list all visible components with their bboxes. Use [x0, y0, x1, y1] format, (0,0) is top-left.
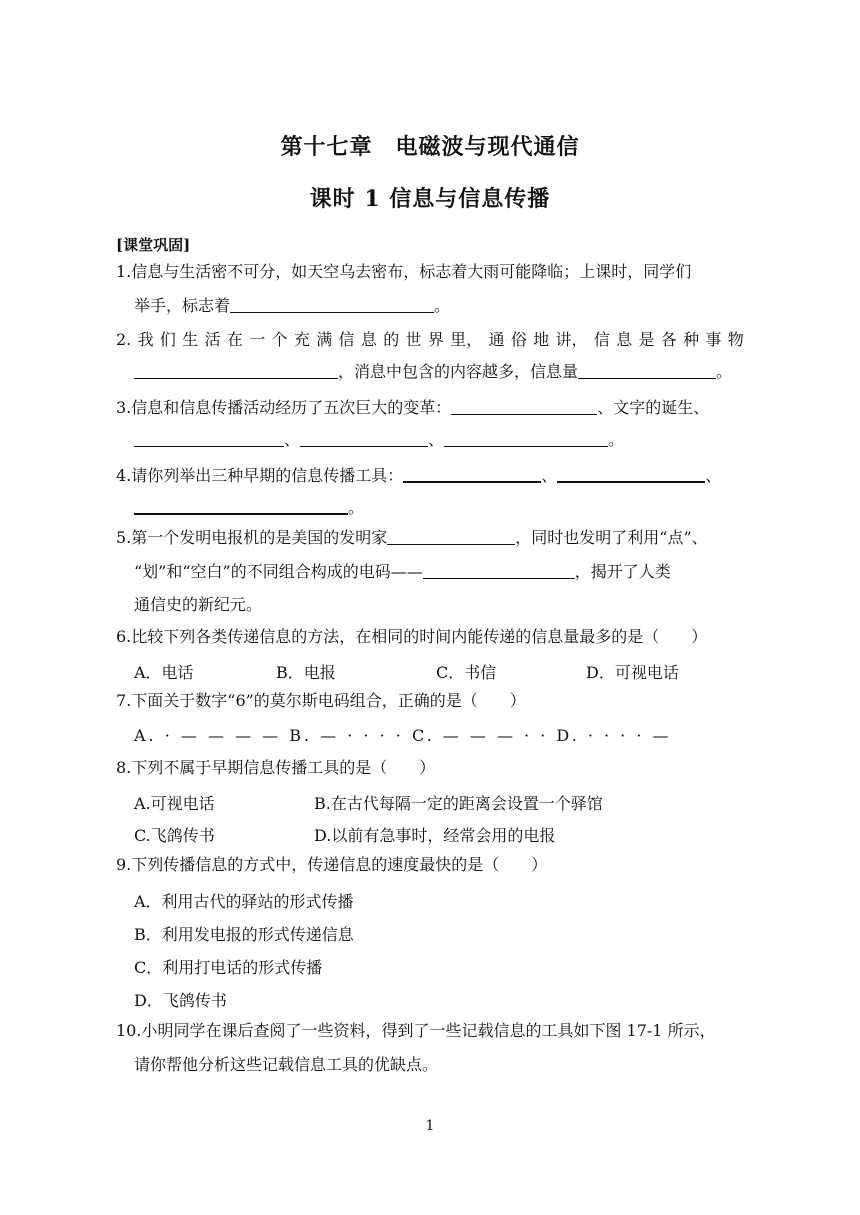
- question-2-char: 信: [593, 330, 610, 349]
- question-5-text-2: ，同时也发明了利用“点”、: [515, 528, 708, 547]
- question-2-char: 俗: [510, 330, 527, 349]
- answer-blank[interactable]: [230, 296, 434, 313]
- question-5-text-4: ，揭开了人类: [574, 562, 671, 581]
- question-7-options[interactable]: A. · — — — — B. — · · · · C. — — — · · D. · · · · —: [134, 726, 672, 745]
- question-6-option-c[interactable]: C．书信: [436, 663, 497, 682]
- question-2-char: 里，: [450, 330, 483, 349]
- question-6-option-a[interactable]: A．电话: [134, 663, 194, 682]
- question-2-char: 讲，: [555, 330, 588, 349]
- question-2-char: 在: [226, 330, 243, 349]
- question-2-char: 生: [182, 330, 199, 349]
- question-2-line-1: [116, 330, 744, 350]
- question-2-char: 种: [683, 330, 700, 349]
- question-5-line-2: [134, 562, 671, 582]
- question-2-char: 充: [293, 330, 310, 349]
- question-1-line-2: [134, 296, 450, 316]
- question-5-line-3: 通信史的新纪元。: [134, 595, 263, 614]
- question-9-option-a[interactable]: A．利用古代的驿站的形式传播: [134, 892, 354, 911]
- question-10-line-1: 10.小明同学在课后查阅了一些资料，得到了一些记载信息的工具如下图 17-1 所示，: [116, 1021, 716, 1040]
- question-10-line-2: 请你帮他分析这些记载信息工具的优缺点。: [134, 1055, 439, 1074]
- question-2-char: 我: [137, 330, 154, 349]
- question-6-option-b[interactable]: B．电报: [276, 663, 336, 682]
- question-2-char: 通: [488, 330, 505, 349]
- question-2-char: 们: [159, 330, 176, 349]
- question-9-option-d[interactable]: D．飞鸽传书: [134, 991, 227, 1010]
- separator: 、: [541, 466, 558, 485]
- separator: 、: [705, 466, 722, 485]
- question-5-text-3: “划”和“空白”的不同组合构成的电码——: [134, 562, 423, 581]
- question-2-char: 事: [705, 330, 722, 349]
- question-8-option-a[interactable]: A.可视电话: [134, 794, 215, 813]
- question-8-option-d[interactable]: D.以前有急事时，经常会用的电报: [314, 826, 556, 845]
- question-2-char: 满: [316, 330, 333, 349]
- question-8-option-c[interactable]: C.飞鸽传书: [134, 826, 215, 845]
- separator: 、: [428, 430, 445, 449]
- answer-blank[interactable]: [134, 362, 338, 379]
- question-2-char: 是: [638, 330, 655, 349]
- question-2-char: 活: [204, 330, 221, 349]
- answer-blank[interactable]: [134, 430, 284, 447]
- answer-blank[interactable]: [578, 362, 716, 379]
- lesson-title: 课时 1 信息与信息传播: [309, 186, 551, 212]
- question-2-char: 2.: [116, 330, 132, 349]
- question-6-stem: 6.比较下列各类传递信息的方法，在相同的时间内能传递的信息量最多的是（ ）: [116, 627, 708, 646]
- question-5-text: 5.第一个发明电报机的是美国的发明家: [116, 528, 388, 547]
- question-2-char: 物: [727, 330, 744, 349]
- answer-blank[interactable]: [451, 398, 597, 415]
- question-4-end: 。: [348, 498, 365, 517]
- question-2-text: ，消息中包含的内容越多，信息量: [338, 362, 579, 381]
- answer-blank[interactable]: [444, 430, 608, 447]
- question-2-char: 息: [360, 330, 377, 349]
- question-3-text-2: 、文字的诞生、: [597, 398, 710, 417]
- answer-blank[interactable]: [300, 430, 428, 447]
- answer-blank[interactable]: [423, 562, 575, 579]
- question-1-end: 。: [434, 296, 451, 315]
- question-9-option-b[interactable]: B．利用发电报的形式传递信息: [134, 925, 354, 944]
- separator: 、: [284, 430, 301, 449]
- question-2-char: 各: [660, 330, 677, 349]
- question-2-line-2: [134, 362, 732, 382]
- question-4-line-2: [134, 497, 364, 518]
- question-4-line-1: [116, 465, 721, 486]
- question-2-char: 界: [427, 330, 444, 349]
- question-9-option-c[interactable]: C．利用打电话的形式传播: [134, 958, 323, 977]
- question-2-char: 一: [249, 330, 266, 349]
- question-3-line-2: [134, 430, 624, 450]
- question-2-char: 信: [338, 330, 355, 349]
- question-2-char: 世: [405, 330, 422, 349]
- question-3-text: 3.信息和信息传播活动经历了五次巨大的变革：: [116, 398, 452, 417]
- question-2-char: 的: [383, 330, 400, 349]
- answer-blank[interactable]: [557, 465, 705, 483]
- page-number: 1: [425, 1118, 435, 1134]
- question-6-option-d[interactable]: D．可视电话: [586, 663, 679, 682]
- answer-blank[interactable]: [403, 465, 541, 483]
- question-3-end: 。: [608, 430, 625, 449]
- section-label: [课堂巩固]: [116, 236, 191, 254]
- chapter-title: 第十七章 电磁波与现代通信: [280, 134, 580, 160]
- question-9-stem: 9.下列传播信息的方式中，传递信息的速度最快的是（ ）: [116, 855, 548, 874]
- question-2-end: 。: [716, 362, 733, 381]
- answer-blank[interactable]: [134, 497, 348, 515]
- question-2-char: 个: [271, 330, 288, 349]
- question-1-line-1: 1.信息与生活密不可分，如天空乌去密布，标志着大雨可能降临；上课时，同学们: [116, 262, 692, 281]
- question-8-stem: 8.下列不属于早期信息传播工具的是（ ）: [116, 758, 436, 777]
- question-8-option-b[interactable]: B.在古代每隔一定的距离会设置一个驿馆: [314, 794, 603, 813]
- question-1-text: 举手，标志着: [134, 296, 231, 315]
- answer-blank[interactable]: [387, 528, 515, 545]
- question-4-text: 4.请你列举出三种早期的信息传播工具：: [116, 466, 404, 485]
- question-2-char: 息: [616, 330, 633, 349]
- question-2-char: 地: [533, 330, 550, 349]
- question-7-stem: 7.下面关于数字“6”的莫尔斯电码组合，正确的是（ ）: [116, 691, 526, 710]
- question-5-line-1: [116, 528, 708, 548]
- question-3-line-1: [116, 398, 709, 418]
